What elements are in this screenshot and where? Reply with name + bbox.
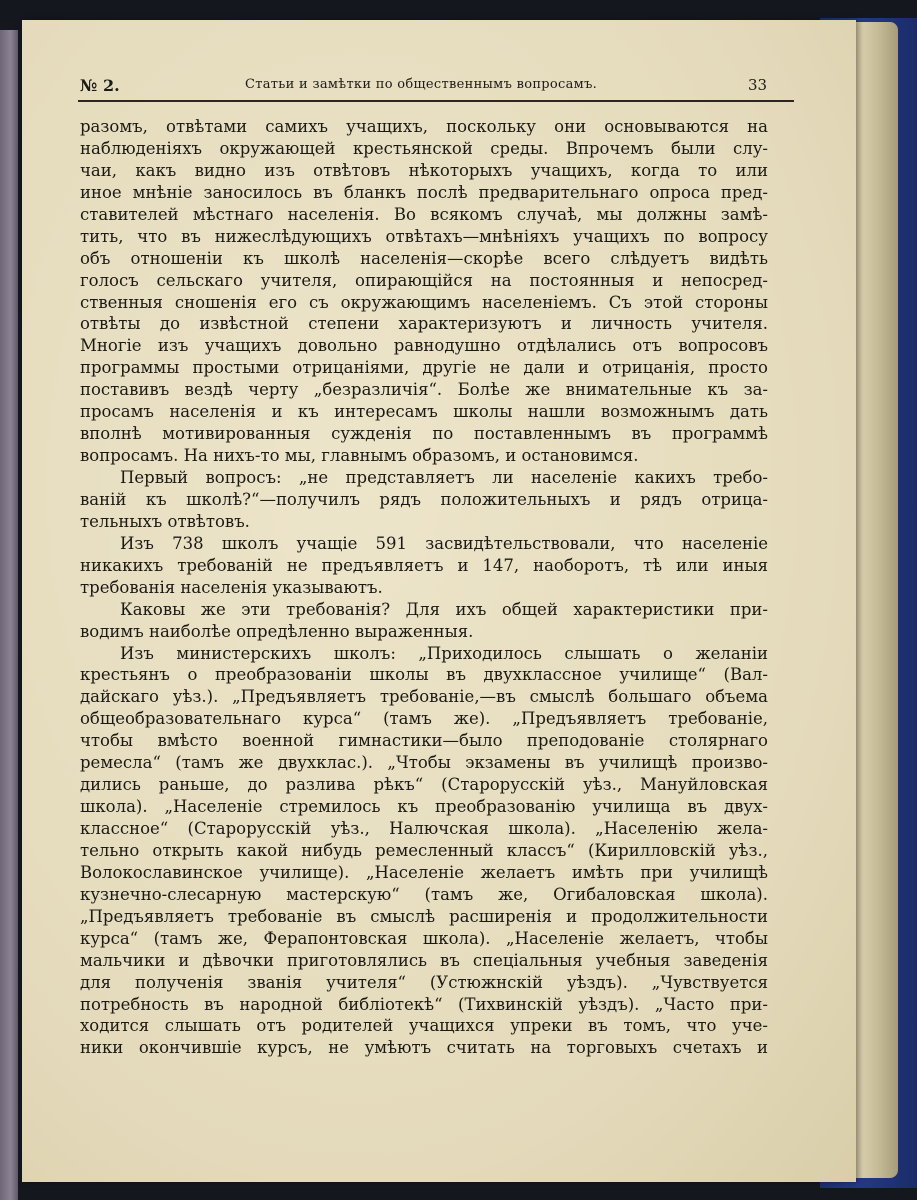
text-line: Изъ 738 школъ учащіе 591 засвидѣтельствовали, что населеніе [120,533,768,553]
text-line: просамъ населенія и къ интересамъ школы нашли возможнымъ дать [80,402,768,422]
article-body [80,116,768,1059]
paragraph [80,599,768,643]
paragraph [80,467,768,533]
text-line: Каковы же эти требованія? Для ихъ общей характеристики при- [120,599,768,619]
text-line: мальчики и дѣвочки приготовлялись въ спеціальныя учебныя заведенія [80,950,768,970]
text-line: общеобразовательнаго курса“ (тамъ же). „Предъявляетъ требованіе, [80,709,768,729]
running-header [80,58,790,98]
text-line: тельно открыть какой нибудь ремесленный классъ“ (Кирилловскій уѣз., [80,840,768,860]
text-line: потребность въ народной библіотекѣ“ (Тихвинскій уѣздъ). „Часто при- [80,994,768,1014]
text-line: отвѣты до извѣстной степени характеризуютъ и личность учителя. [80,314,768,334]
text-line: дились раньше, до разлива рѣкъ“ (Старорусскій уѣз., Мануйловская [80,775,768,795]
text-line: „Предъявляетъ требованіе въ смыслѣ расширенія и продолжительности [80,906,768,926]
issue-number: № 2. [80,76,120,95]
paragraph [80,116,768,467]
text-line: тить, что въ нижеслѣдующихъ отвѣтахъ—мнѣніяхъ учащихъ по вопросу [80,226,768,246]
text-line: школа). „Населеніе стремилось къ преобразованію училища въ двух- [80,797,768,817]
text-line: Многіе изъ учащихъ довольно равнодушно отдѣлались отъ вопросовъ [80,336,768,356]
text-line: поставивъ вездѣ черту „безразличія“. Болѣе же внимательные къ за- [80,380,768,400]
text-line: чтобы вмѣсто военной гимнастики—было преподованіе столярнаго [80,731,768,751]
text-line: для полученія званія учителя“ (Устюжнскій уѣздъ). „Чувствуется [80,972,768,992]
text-line: Волокославинское училище). „Населеніе желаетъ имѣть при училищѣ [80,862,768,882]
text-line: ваній къ школѣ?“—получилъ рядъ положительныхъ и рядъ отрица- [80,489,768,509]
text-line: ходится слышать отъ родителей учащихся упреки въ томъ, что уче- [80,1016,768,1036]
text-line: тельныхъ отвѣтовъ. [80,511,250,531]
text-line: вопросамъ. На нихъ-то мы, главнымъ образомъ, и остановимся. [80,446,639,466]
text-line: вполнѣ мотивированныя сужденія по поставленнымъ въ программѣ [80,424,768,444]
text-line: крестьянъ о преобразованіи школы въ двухклассное училище“ (Вал- [80,665,768,685]
text-line: наблюденіяхъ окружающей крестьянской среды. Впрочемъ были слу- [80,138,768,158]
text-line: голосъ сельскаго учителя, опирающійся на постоянныя и непосред- [80,270,768,290]
text-line: программы простыми отрицаніями, другіе не дали и отрицанія, просто [80,358,768,378]
text-line: кузнечно-слесарную мастерскую“ (тамъ же, Огибаловская школа). [80,884,768,904]
page-number: 33 [748,76,768,94]
text-line: классное“ (Старорусскій уѣз., Налючская школа). „Населенію жела- [80,819,768,838]
running-title: Статьи и замѣтки по общественнымъ вопросамъ. [245,77,598,92]
text-line: никакихъ требованій не предъявляетъ и 147, наоборотъ, тѣ или иныя [80,555,768,575]
paragraph [80,643,768,1060]
text-line: разомъ, отвѣтами самихъ учащихъ, поскольку они основываются на [80,117,768,136]
paragraph [80,533,768,599]
text-line: Первый вопросъ: „не представляетъ ли населеніе какихъ требо- [120,468,768,487]
text-line: дайскаго уѣз.). „Предъявляетъ требованіе,—въ смыслѣ большаго объема [80,687,768,707]
header-rule [78,100,794,102]
text-line: ремесла“ (тамъ же двухклас.). „Чтобы экзамены въ училищѣ произво- [80,753,768,773]
text-line: требованія населенія указываютъ. [80,577,383,597]
book-page [22,20,856,1182]
text-line: водимъ наиболѣе опредѣленно выраженныя. [80,621,474,641]
text-line: ники окончившіе курсъ, не умѣютъ считать на торговыхъ счетахъ и [80,1038,768,1058]
text-line: чаи, какъ видно изъ отвѣтовъ нѣкоторыхъ учащихъ, когда то или [80,160,768,180]
text-line: Изъ министерскихъ школъ: „Приходилось слышать о желаніи [120,643,768,663]
text-line: ставителей мѣстнаго населенія. Во всякомъ случаѣ, мы должны замѣ- [80,204,768,224]
text-line: курса“ (тамъ же, Ферапонтовская школа). „Населеніе желаетъ, чтобы [80,928,768,948]
text-line: объ отношеніи къ школѣ населенія—скорѣе всего слѣдуетъ видѣть [80,248,768,268]
book-binding-left-edge [0,30,18,1200]
text-line: ственныя сношенія его съ окружающимъ населеніемъ. Съ этой стороны [80,292,768,312]
text-line: иное мнѣніе заносилось въ бланкъ послѣ предварительнаго опроса пред- [80,182,768,202]
